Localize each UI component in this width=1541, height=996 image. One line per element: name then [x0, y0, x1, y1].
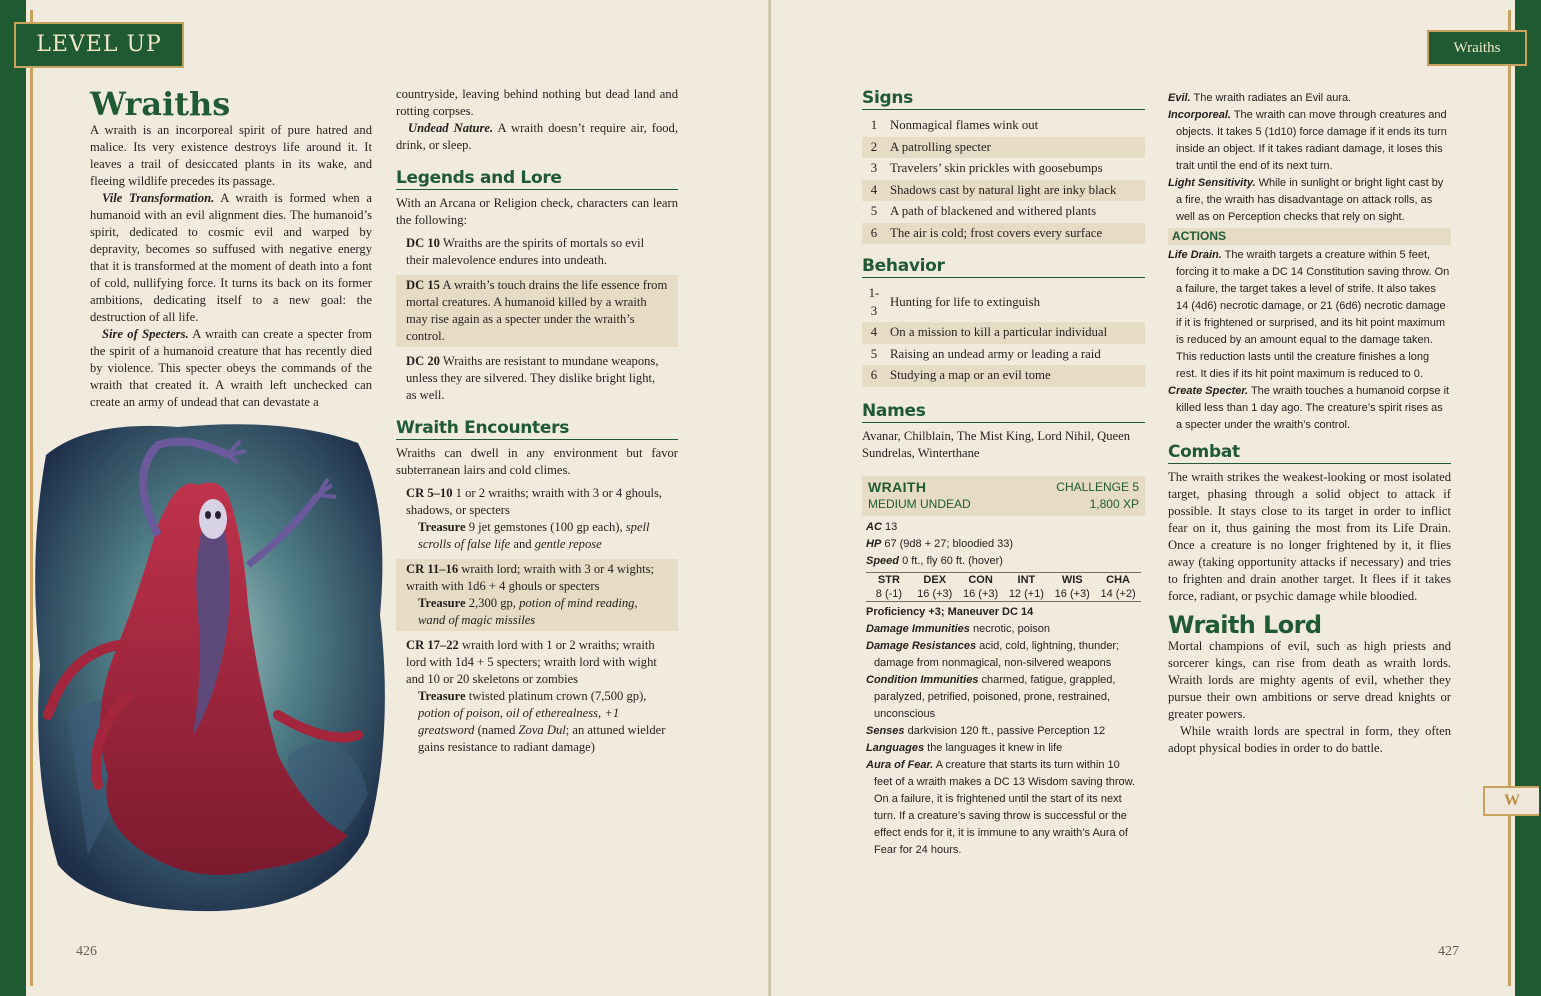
ability-score: 14 (+2): [1100, 587, 1136, 600]
treasure-text: 9 jet gemstones (100 gp each),: [465, 520, 626, 534]
treasure-text: ; an attuned wielder gains resistance to radiant damage): [418, 723, 666, 754]
treasure-label: Treasure: [418, 520, 466, 534]
roll-text: Studying a map or an evil tome: [886, 365, 1145, 387]
lore-dc10: [396, 233, 678, 271]
roll-text: Travelers’ skin prickles with goosebumps: [890, 161, 1103, 175]
names-text: Avanar, Chilblain, The Mist King, Lord Nihil, Queen Sundrelas, Winterthane: [862, 428, 1131, 460]
ability-name: CHA: [1106, 573, 1130, 586]
ability-con: [958, 573, 1004, 601]
table-row: [862, 365, 1145, 387]
encounter-cr: CR 11–16: [406, 562, 459, 576]
wraith-statblock: [862, 476, 1145, 862]
sire-text: A wraith can create a specter from the spirit of a humanoid creature that has recently died by violence. This specter obeys the commands of the wraith that created it. A wraith left unchecked can create an army of undead that can devastate a: [90, 327, 372, 409]
roll-text: The air is cold; frost covers every surface: [886, 223, 1145, 245]
stat-label: AC: [866, 520, 882, 533]
undead-text: A wraith doesn’t require air, food, drink, or sleep.: [396, 121, 679, 152]
lore-text: Wraiths are the spirits of mortals so evil their malevolence endures into undeath.: [406, 236, 645, 267]
encounter-cr: CR 5–10: [406, 486, 453, 500]
roll-text: A path of blackened and withered plants: [890, 204, 1097, 218]
table-row: [862, 201, 1145, 223]
roll-number: 1: [870, 118, 878, 132]
stat-damage-resistances: [866, 638, 1141, 672]
wraith-lord-heading: Wraith Lord: [1168, 611, 1322, 639]
treasure-label: Treasure: [418, 689, 466, 703]
treasure-label: Treasure: [418, 596, 466, 610]
lore-dc20: [396, 351, 678, 406]
table-row: [862, 344, 1145, 366]
treasure-item: gentle repose: [534, 537, 602, 551]
trait-label: Aura of Fear.: [866, 758, 934, 771]
ability-cha: [1095, 573, 1141, 601]
actions-heading: ACTIONS: [1168, 228, 1451, 245]
roll-number: 4: [862, 180, 886, 202]
undead-nature-paragraph: [396, 120, 678, 154]
left-page: [0, 0, 770, 996]
undead-label: Undead Nature.: [408, 121, 494, 135]
stat-value: darkvision 120 ft., passive Perception 12: [904, 724, 1106, 737]
roll-text: Raising an undead army or leading a raid: [890, 346, 1101, 361]
roll-number: 5: [870, 204, 878, 218]
stat-value: 0 ft., fly 60 ft. (hover): [899, 554, 1003, 567]
stat-value: the languages it knew in life: [924, 741, 1063, 754]
action-label: Life Drain.: [1168, 249, 1222, 261]
encounter-treasure: [406, 595, 668, 629]
vile-text: A wraith is formed when a humanoid with an evil alignment dies. The humanoid’s spirit, dedicated to cosmic evil and warped by depravity, becomes so suffused with negative energy that it is transformed at the moment of death into a font of cold, nullifying force. It turns its back on its former ambitions, dedicating itself to a new goal: the destruction of all life.: [90, 191, 373, 324]
left-column-2: [396, 86, 678, 762]
table-row: [862, 283, 1145, 322]
statblock-xp: 1,800 XP: [1089, 496, 1139, 511]
statblock-type: MEDIUM UNDEAD: [868, 496, 971, 511]
signs-table: [862, 115, 1145, 244]
stat-label: Languages: [866, 741, 925, 754]
names-heading: Names: [862, 403, 1145, 423]
treasure-item: spell scrolls of false life: [418, 520, 650, 551]
book-title: LEVEL UP: [36, 32, 162, 57]
statblock-name: WRAITH: [868, 478, 927, 495]
action-create-specter: [1168, 383, 1451, 434]
treasure-text: 2,300 gp,: [465, 596, 520, 610]
roll-number: 6: [862, 365, 886, 387]
roll-text: Shadows cast by natural light are inky black: [886, 180, 1145, 202]
table-row: [862, 180, 1145, 202]
intro-text: A wraith is an incorporeal spirit of pure hatred and malice. Its very existence destroys life around it. It leaves a trail of desiccated plants in its wake, and fleeing wildlife precedes its passage.: [90, 123, 372, 188]
stat-label: Damage Immunities: [866, 622, 970, 635]
stat-senses: [866, 723, 1141, 740]
stat-label: Condition Immunities: [866, 673, 979, 686]
ability-int: [1003, 573, 1049, 601]
vile-transformation-paragraph: [90, 190, 372, 326]
encounter-cr: CR 17–22: [406, 638, 459, 652]
combat-text: The wraith strikes the weakest-looking or most isolated target, phasing through a solid object to attack if possible. It stays close to its target in order to inflict fear on it, thus gaining the most from its Life Drain. Once a creature is no longer frightened by it, it flies away (taking opportunity attacks if necessary) and tries to frighten and drain another target. It flees if it takes force, radiant, or psychic damage while bloodied.: [1168, 470, 1451, 603]
stat-label: Speed: [866, 554, 900, 567]
statblock-name-block: [868, 479, 971, 513]
wraith-art: [28, 415, 394, 915]
wraith-lord-paragraph-1: Mortal champions of evil, such as high priests and sorcerer kings, can rise from death as wraith lords. Wraith lords are mighty agents of evil, whether they pursue their own ambitions or serve dread knights or greater powers.: [1168, 639, 1451, 721]
right-column-1: [862, 90, 1145, 862]
encounter-treasure: [406, 519, 668, 553]
trait-label: Light Sensitivity.: [1168, 177, 1256, 189]
right-page: [771, 0, 1541, 996]
roll-number: 2: [862, 137, 886, 159]
lore-text: Wraiths are resistant to mundane weapons, unless they are silvered. They dislike bright light, as well.: [406, 354, 659, 402]
stat-value: 67 (9d8 + 27; bloodied 33): [881, 537, 1014, 550]
action-text: The wraith targets a creature within 5 feet, forcing it to make a DC 14 Constitution saving throw. On a failure, the target takes a level of strife. It also takes 14 (4d6) necrotic damage, or 21 (6d6) necrotic damage if it is frightened or surprised, and its hit point maximum is reduced by an amount equal to the damage taken. This reduction lasts until the creature finishes a long rest. It dies if its hit point maximum is reduced to 0.: [1176, 249, 1450, 380]
ability-score: 16 (+3): [1054, 587, 1090, 600]
sire-of-specters-paragraph: [90, 326, 372, 411]
ability-scores: [866, 572, 1141, 602]
ability-name: WIS: [1061, 573, 1083, 586]
encounters-heading: Wraith Encounters: [396, 420, 678, 440]
sire-label: Sire of Specters.: [102, 327, 189, 341]
treasure-text: twisted platinum crown (7,500 gp),: [465, 689, 647, 703]
stat-ac: [866, 519, 1141, 536]
stat-label: Damage Resistances: [866, 639, 977, 652]
page-title: Wraiths: [90, 85, 231, 123]
action-text: The wraith touches a humanoid corpse it killed less than 1 day ago. The creature’s spirit rises as a specter under the wraith’s control.: [1176, 385, 1450, 431]
roll-number: 5: [870, 346, 878, 361]
encounter-text: wraith lord; wraith with 3 or 4 wights; wraith with 1d6 + 4 ghouls or specters: [406, 562, 655, 593]
roll-text: Nonmagical flames wink out: [890, 118, 1039, 132]
encounter-treasure: [406, 688, 668, 756]
table-row: [862, 223, 1145, 245]
treasure-item: potion of mind reading, wand of magic missiles: [418, 596, 638, 627]
treasure-item: Zova Dul: [518, 723, 566, 737]
encounter-text: wraith lord with 1 or 2 wraiths; wraith lord with 1d4 + 5 specters; wraith lord with wight and 10 or 20 skeletons or zombies: [406, 638, 657, 686]
ability-score: 8 (-1): [875, 587, 903, 600]
trait-aura-of-fear: [866, 757, 1141, 859]
ability-str: [866, 573, 912, 601]
ability-name: CON: [968, 573, 993, 586]
encounter-cr11: [396, 559, 678, 631]
ability-score: 12 (+1): [1008, 587, 1044, 600]
statblock-challenge: CHALLENGE 5: [1056, 479, 1139, 494]
legends-intro: With an Arcana or Religion check, characters can learn the following:: [396, 196, 678, 227]
right-gold-border: [1508, 10, 1511, 986]
treasure-text: and: [510, 537, 535, 551]
stat-label: Senses: [866, 724, 905, 737]
ability-score: 16 (+3): [962, 587, 999, 600]
statblock-challenge-block: [1056, 479, 1139, 513]
table-row: [862, 322, 1145, 344]
chapter-tab: Wraiths: [1453, 40, 1501, 56]
page-number-right: 427: [1438, 944, 1459, 959]
combat-heading: Combat: [1168, 444, 1451, 464]
encounters-intro: Wraiths can dwell in any environment but favor subterranean lairs and cold climes.: [396, 446, 678, 477]
stat-speed: [866, 553, 1141, 570]
table-row: [862, 158, 1145, 180]
statblock-body: [862, 516, 1145, 862]
action-life-drain: [1168, 247, 1451, 383]
action-label: Create Specter.: [1168, 385, 1249, 397]
countryside-text: countryside, leaving behind nothing but dead land and rotting corpses.: [396, 87, 678, 118]
stat-value: 13: [881, 520, 898, 533]
trait-label: Incorporeal.: [1168, 109, 1231, 121]
stat-languages: [866, 740, 1141, 757]
left-column-1: [90, 86, 372, 411]
stat-hp: [866, 536, 1141, 553]
trait-text: While in sunlight or bright light cast by a fire, the wraith has disadvantage on attack rolls, as well as on Perception checks that rely on sight.: [1176, 177, 1444, 223]
chapter-tab-banner: [1427, 30, 1527, 66]
encounter-text: 1 or 2 wraiths; wraith with 3 or 4 ghouls, shadows, or specters: [406, 486, 663, 517]
intro-paragraph: [90, 122, 372, 190]
stat-damage-immunities: [866, 621, 1141, 638]
letter-tab[interactable]: [1483, 786, 1539, 816]
statblock-continued: [1168, 90, 1451, 434]
page-number-left: 426: [76, 944, 97, 959]
treasure-item: potion of poison, oil of etherealness, +1 greatsword: [418, 706, 620, 737]
stat-value: acid, cold, lightning, thunder; damage from nonmagical, non-silvered weapons: [874, 639, 1120, 669]
stat-condition-immunities: [866, 672, 1141, 723]
ability-wis: [1049, 573, 1095, 601]
trait-text: The wraith radiates an Evil aura.: [1190, 92, 1352, 104]
roll-text: A patrolling specter: [886, 137, 1145, 159]
trait-text: A creature that starts its turn within 10 feet of a wraith makes a DC 13 Wisdom saving throw. On a failure, it is frightened until the start of its next turn. If a creature’s saving throw is successful or the effect ends for it, it is immune to any wraith’s Aura of Fear for 24 hours.: [874, 758, 1136, 856]
lore-dc: DC 10: [406, 236, 440, 250]
ability-name: INT: [1017, 573, 1036, 586]
roll-number: 4: [862, 322, 886, 344]
book-title-banner: [14, 22, 184, 68]
trait-evil: [1168, 90, 1451, 107]
ability-dex: [912, 573, 958, 601]
behavior-heading: Behavior: [862, 258, 1145, 278]
roll-number: 3: [870, 161, 878, 175]
roll-number: 1-3: [868, 286, 880, 318]
table-row: [862, 137, 1145, 159]
trait-incorporeal: [1168, 107, 1451, 175]
statblock-header: [862, 476, 1145, 516]
encounter-cr5: [396, 483, 678, 555]
lore-text: A wraith’s touch drains the life essence from mortal creatures. A humanoid killed by a wraith may rise again as a specter under the wraith’s control.: [406, 278, 668, 343]
right-page-edge: [1515, 0, 1541, 996]
ability-score: 16 (+3): [917, 587, 953, 600]
lore-dc: DC 20: [406, 354, 440, 368]
treasure-text: (named: [474, 723, 519, 737]
signs-heading: Signs: [862, 90, 1145, 110]
ability-name: STR: [877, 573, 900, 586]
roll-text: Hunting for life to extinguish: [890, 294, 1040, 309]
wraith-illustration: [28, 415, 394, 915]
right-column-2: [1168, 90, 1451, 757]
letter-tab-label: W: [1504, 792, 1520, 809]
stat-label: HP: [866, 537, 882, 550]
stat-value: necrotic, poison: [969, 622, 1051, 635]
lore-dc15: [396, 275, 678, 347]
legends-heading: Legends and Lore: [396, 170, 678, 190]
wraith-lord-paragraph-2: While wraith lords are spectral in form, they often adopt physical bodies in order to do battle.: [1168, 724, 1451, 755]
vile-label: Vile Transformation.: [102, 191, 215, 205]
encounter-cr17: [396, 635, 678, 758]
left-page-edge: [0, 0, 26, 996]
roll-number: 6: [862, 223, 886, 245]
behavior-table: [862, 283, 1145, 387]
table-row: [862, 115, 1145, 137]
trait-label: Evil.: [1168, 92, 1191, 104]
ability-name: DEX: [923, 573, 947, 586]
stat-proficiency: Proficiency +3; Maneuver DC 14: [866, 605, 1034, 618]
stat-value: charmed, fatigue, grappled, paralyzed, petrified, poisoned, prone, restrained, unconscious: [874, 673, 1116, 720]
roll-text: On a mission to kill a particular individual: [886, 322, 1145, 344]
lore-dc: DC 15: [406, 278, 440, 292]
trait-light-sensitivity: [1168, 175, 1451, 226]
trait-text: The wraith can move through creatures and objects. It takes 5 (1d10) force damage if it ends its turn inside an object. If it takes radiant damage, it loses this trait until the end of its next turn.: [1176, 109, 1447, 172]
